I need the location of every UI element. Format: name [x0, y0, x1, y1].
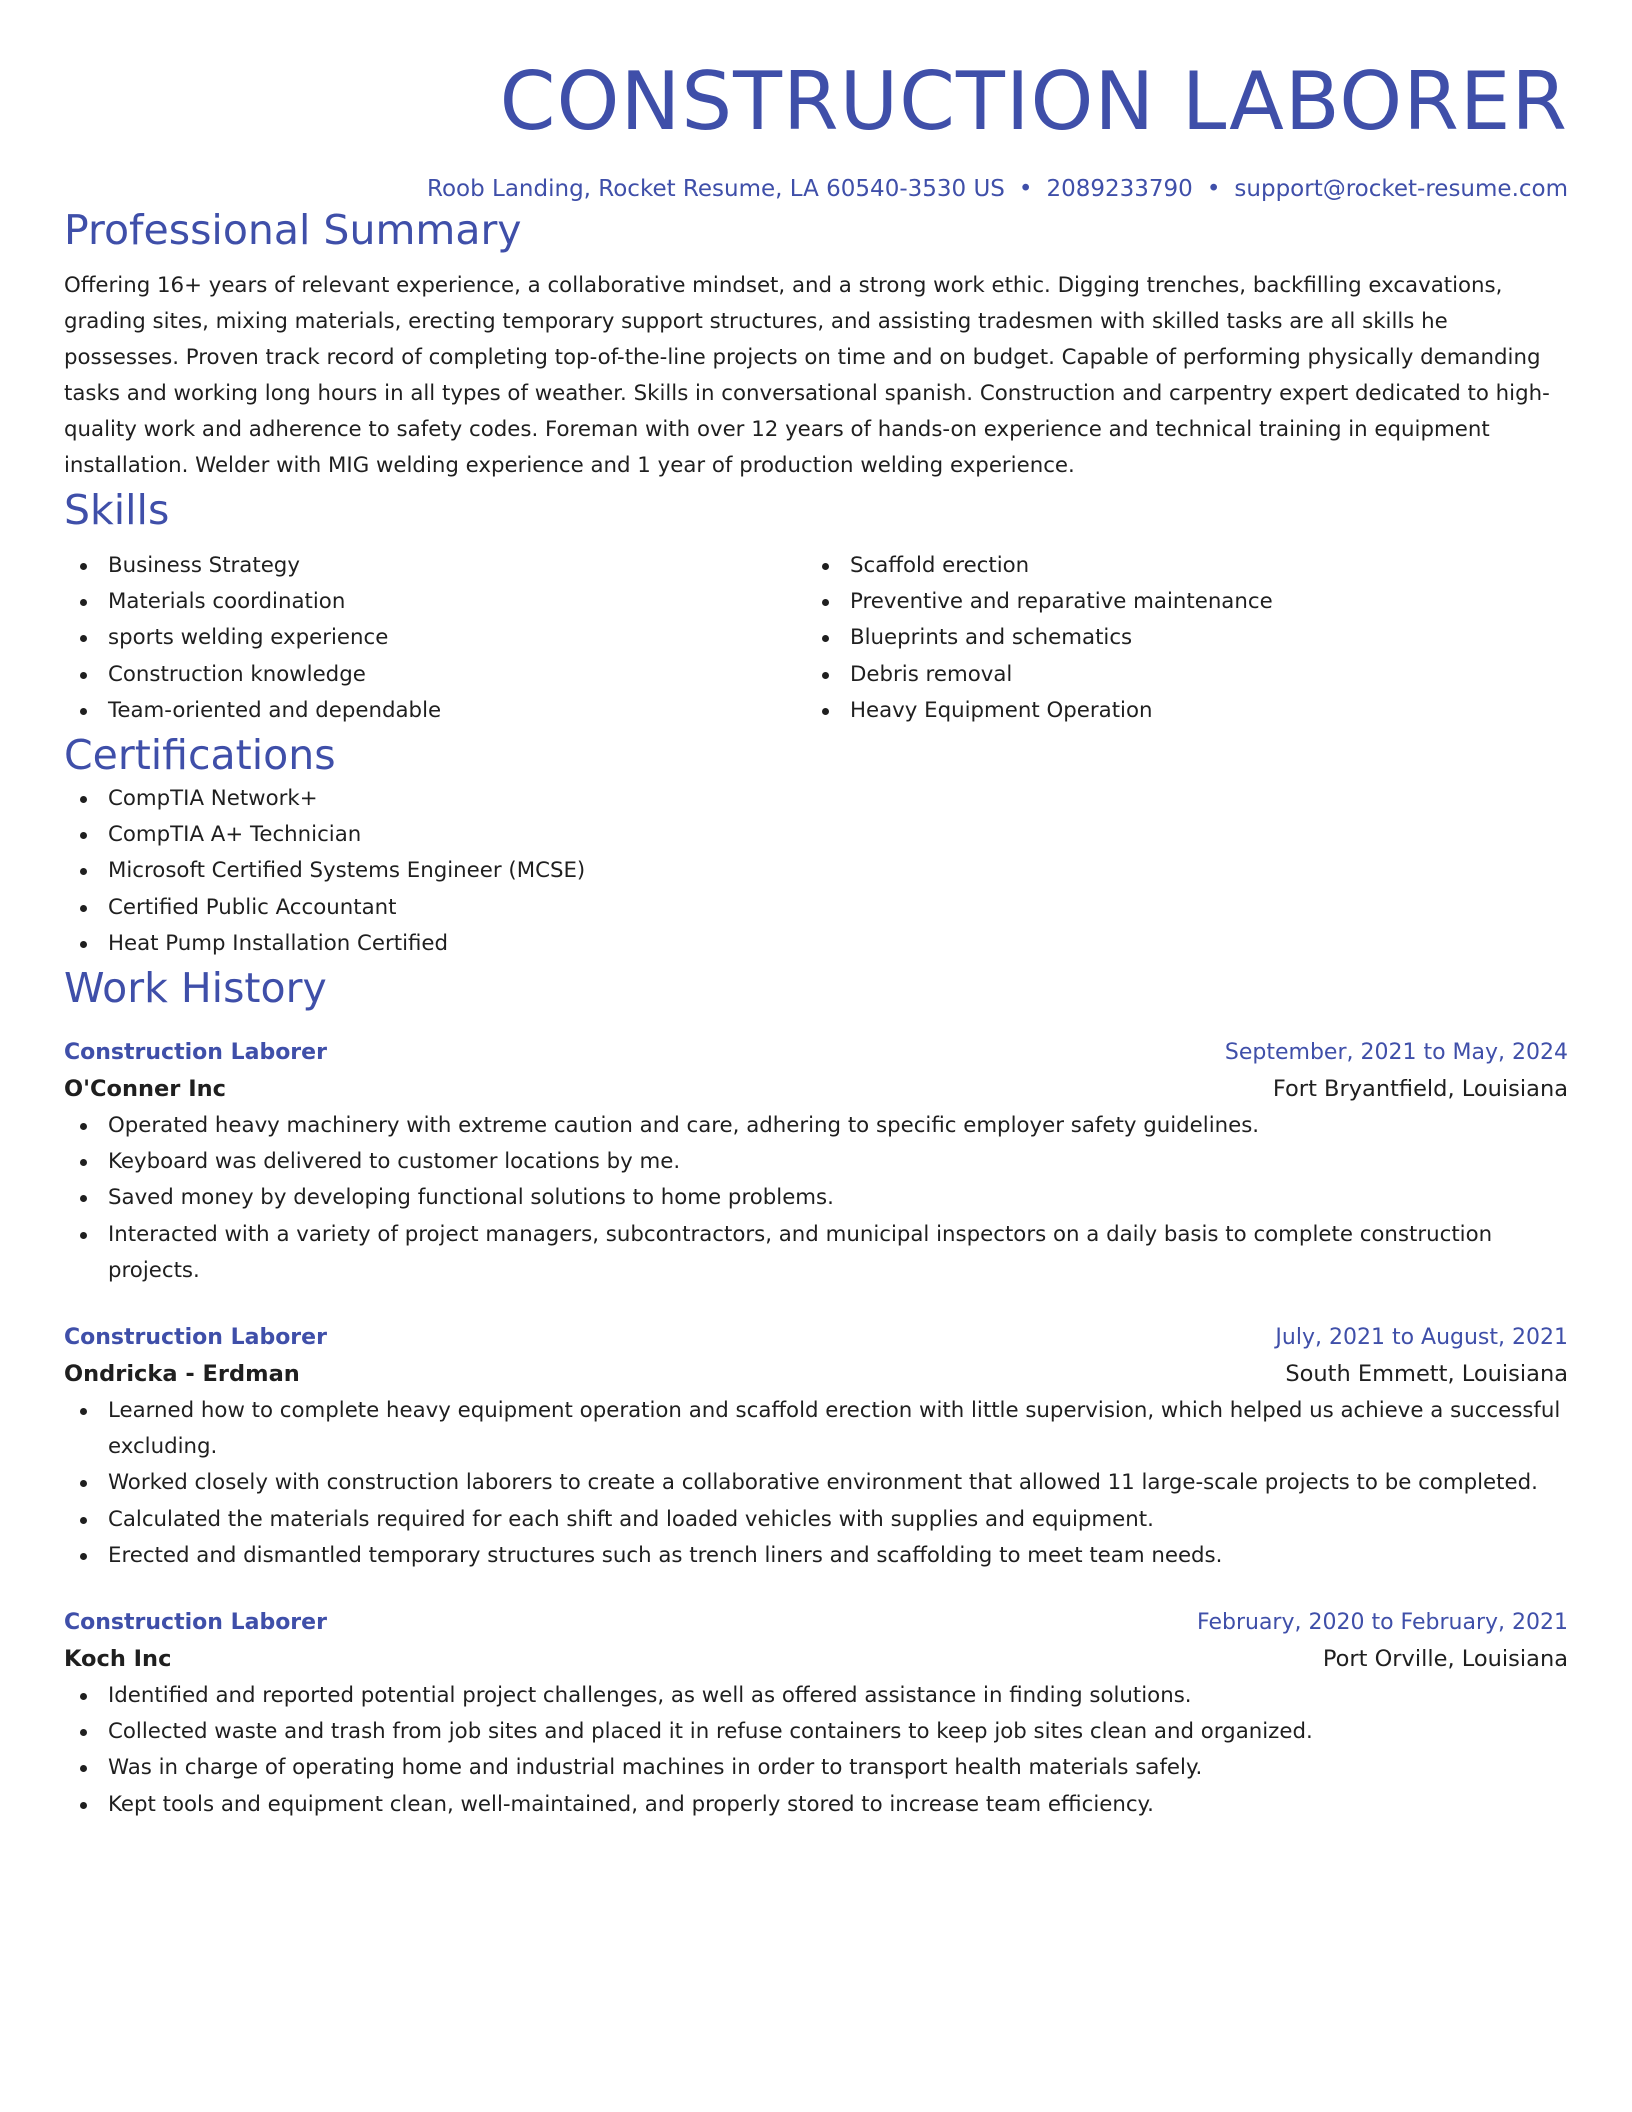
skill-item: Construction knowledge [64, 657, 806, 693]
skill-item: Blueprints and schematics [806, 620, 1548, 656]
job-title: Construction Laborer [64, 1610, 327, 1636]
certifications-section [64, 729, 1568, 962]
summary-heading: Professional Summary [64, 206, 522, 254]
job-header-row [64, 1321, 1568, 1355]
job-dates: February, 2020 to February, 2021 [1197, 1610, 1568, 1636]
job-company: O'Conner Inc [64, 1076, 226, 1103]
contact-line [64, 174, 1568, 204]
skill-item: Debris removal [806, 657, 1548, 693]
skill-item: sports welding experience [64, 620, 806, 656]
resume-page [64, 0, 1568, 1823]
job-bullet-list [64, 1678, 1568, 1823]
certification-item: Microsoft Certified Systems Engineer (MCSE) [64, 853, 1568, 889]
job-title: Construction Laborer [64, 1325, 327, 1351]
job-entry [64, 1036, 1568, 1289]
job-company-row [64, 1355, 1568, 1393]
skill-item: Materials coordination [64, 584, 806, 620]
job-entry [64, 1321, 1568, 1574]
contact-separator: • [1018, 176, 1033, 202]
skill-item: Business Strategy [64, 548, 806, 584]
skills-list-left [64, 548, 806, 729]
contact-phone: 2089233790 [1046, 176, 1193, 202]
job-bullet: Learned how to complete heavy equipment operation and scaffold erection with little supervision, which helped us achieve a successful excluding. [64, 1393, 1568, 1465]
work-history-heading: Work History [64, 964, 327, 1013]
job-bullet: Erected and dismantled temporary structures such as trench liners and scaffolding to meet team needs. [64, 1538, 1568, 1574]
job-bullet: Calculated the materials required for each shift and loaded vehicles with supplies and equipment. [64, 1502, 1568, 1538]
job-company-row [64, 1640, 1568, 1678]
job-location: South Emmett, Louisiana [1285, 1361, 1568, 1388]
certifications-heading: Certifications [64, 731, 336, 780]
job-bullet-list [64, 1393, 1568, 1574]
skills-section [64, 484, 1568, 729]
contact-address: Roob Landing, Rocket Resume, LA 60540-3530 US [427, 176, 1005, 202]
job-entry [64, 1606, 1568, 1823]
job-bullet: Saved money by developing functional solutions to home problems. [64, 1180, 1568, 1216]
job-bullet: Keyboard was delivered to customer locations by me. [64, 1144, 1568, 1180]
contact-email: support@rocket-resume.com [1234, 176, 1568, 202]
certification-item: Certified Public Accountant [64, 890, 1568, 926]
resume-name: CONSTRUCTION LABORER [499, 55, 1568, 148]
job-header-row [64, 1036, 1568, 1070]
job-title: Construction Laborer [64, 1040, 327, 1066]
skill-item: Heavy Equipment Operation [806, 693, 1548, 729]
skills-heading: Skills [64, 486, 170, 534]
skills-column-left [64, 548, 806, 729]
contact-separator: • [1206, 176, 1221, 202]
job-bullet: Was in charge of operating home and industrial machines in order to transport health materials safely. [64, 1750, 1568, 1786]
summary-section [64, 204, 1568, 484]
job-location: Port Orville, Louisiana [1322, 1646, 1568, 1673]
skills-column-right [806, 548, 1548, 729]
job-dates: July, 2021 to August, 2021 [1275, 1325, 1568, 1351]
certifications-list [64, 781, 1568, 962]
certification-item: CompTIA A+ Technician [64, 817, 1568, 853]
job-company-row [64, 1070, 1568, 1108]
certification-item: Heat Pump Installation Certified [64, 926, 1568, 962]
skill-item: Preventive and reparative maintenance [806, 584, 1548, 620]
job-company: Koch Inc [64, 1646, 172, 1673]
job-bullet-list [64, 1108, 1568, 1289]
job-dates: September, 2021 to May, 2024 [1224, 1040, 1568, 1066]
summary-text: Offering 16+ years of relevant experience, a collaborative mindset, and a strong work ethic. Digging trenches, backfilling excavations, grading sites, mixing materials, erecting temporary support structures, and assisting tradesmen with skilled tasks are all skills he possesses. Proven track record of completing top-of-the-line projects on time and on budget. Capable of performing physically demanding tasks and working long hours in all types of weather. Skills in conversational spanish. Construction and carpentry expert dedicated to high-quality work and adherence to safety codes. Foreman with over 12 years of hands-on experience and technical training in equipment installation. Welder with MIG welding experience and 1 year of production welding experience. [64, 273, 1550, 478]
skill-item: Scaffold erection [806, 548, 1548, 584]
job-bullet: Kept tools and equipment clean, well-maintained, and properly stored to increase team efficiency. [64, 1787, 1568, 1823]
skill-item: Team-oriented and dependable [64, 693, 806, 729]
job-bullet: Identified and reported potential project challenges, as well as offered assistance in finding solutions. [64, 1678, 1568, 1714]
job-bullet: Worked closely with construction laborers to create a collaborative environment that allowed 11 large-scale projects to be completed. [64, 1465, 1568, 1501]
work-history-section [64, 962, 1568, 1823]
job-bullet: Interacted with a variety of project managers, subcontractors, and municipal inspectors on a daily basis to complete construction projects. [64, 1217, 1568, 1289]
skills-columns [64, 548, 1568, 729]
job-header-row [64, 1606, 1568, 1640]
job-company: Ondricka - Erdman [64, 1361, 300, 1388]
skills-list-right [806, 548, 1548, 729]
job-bullet: Operated heavy machinery with extreme caution and care, adhering to specific employer safety guidelines. [64, 1108, 1568, 1144]
job-bullet: Collected waste and trash from job sites and placed it in refuse containers to keep job sites clean and organized. [64, 1714, 1568, 1750]
job-location: Fort Bryantfield, Louisiana [1272, 1076, 1568, 1103]
certification-item: CompTIA Network+ [64, 781, 1568, 817]
